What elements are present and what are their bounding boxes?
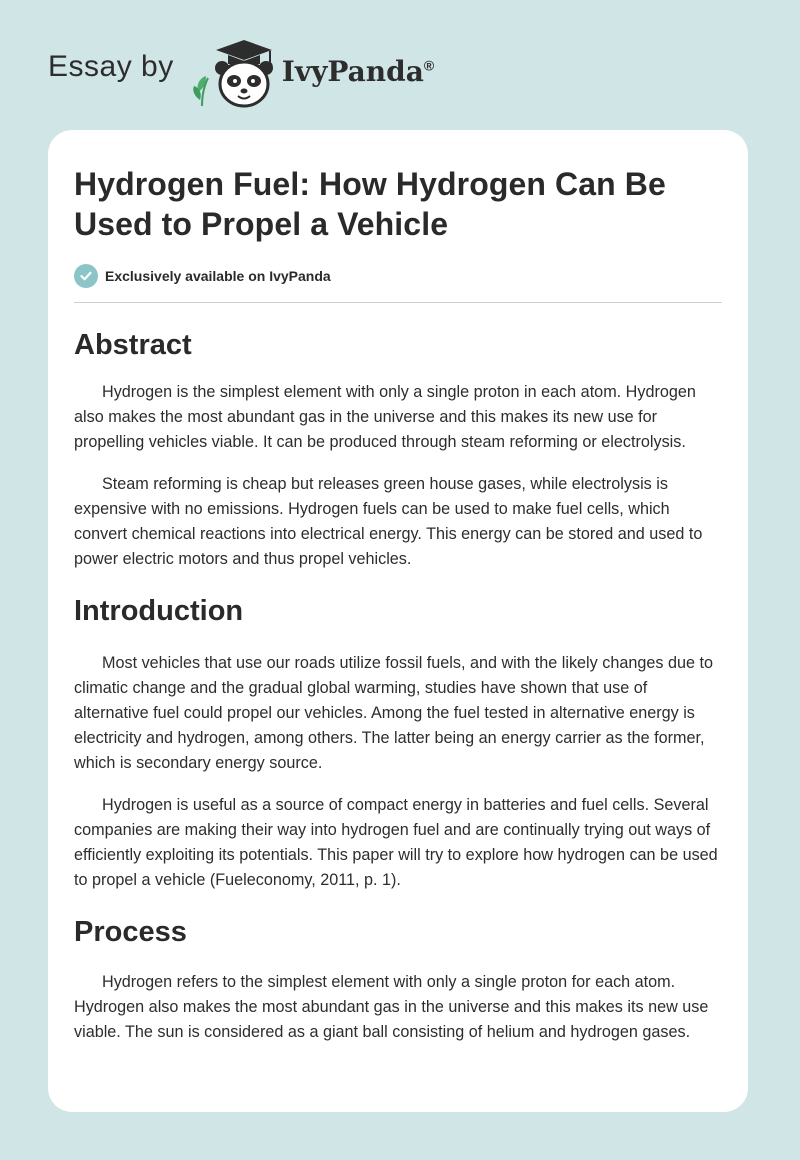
article-title: Hydrogen Fuel: How Hydrogen Can Be Used to Propel a Vehicle: [74, 166, 666, 242]
section-process: [74, 916, 722, 1045]
panda-graduate-icon[interactable]: [188, 34, 280, 110]
section-heading: Abstract: [74, 329, 192, 361]
paragraph: Hydrogen is useful as a source of compact energy in batteries and fuel cells. Several companies are making their way into hydrogen fuel and are continually trying out ways of efficiently exploiting its potentials. This paper will try to explore how hydrogen can be used to propel a vehicle (Fueleconomy, 2011, p. 1).: [74, 796, 718, 889]
section-heading: Introduction: [74, 595, 244, 627]
section-abstract: [74, 329, 722, 572]
title-divider: [74, 302, 722, 303]
essay-by-label: Essay by: [48, 50, 174, 83]
brand-name[interactable]: IvyPanda®: [281, 54, 435, 88]
paragraph: Most vehicles that use our roads utilize fossil fuels, and with the likely changes due to climatic change and the gradual global warming, studies have shown that use of alternative fuel could propel our vehicles. Among the fuel tested in alternative energy is electricity and hydrogen, among others. The latter being an energy carrier as the former, which is secondary energy source.: [74, 654, 713, 772]
check-icon: [74, 264, 98, 288]
registered-mark: ®: [423, 57, 435, 74]
badge-label: Exclusively available on IvyPanda: [105, 268, 331, 284]
paragraph: Hydrogen refers to the simplest element with only a single proton for each atom. Hydrogen also makes the most abundant gas in the universe and this makes its new use viable. The sun is considered as a giant ball consisting of helium and hydrogen gases.: [74, 973, 709, 1041]
paragraph: Steam reforming is cheap but releases green house gases, while electrolysis is expensive with no emissions. Hydrogen fuels can be used to make fuel cells, which convert chemical reactions into electrical energy. This energy can be stored and used to power electric motors and thus propel vehicles.: [74, 475, 703, 568]
section-heading: Process: [74, 916, 187, 948]
exclusive-badge: [74, 264, 722, 288]
section-introduction: [74, 595, 722, 893]
paragraph: Hydrogen is the simplest element with only a single proton in each atom. Hydrogen also makes the most abundant gas in the universe and this makes its new use for propelling vehicles viable. It can be produced through steam reforming or electrolysis.: [74, 383, 696, 451]
site-header: [48, 34, 434, 110]
article-card: [48, 130, 748, 1112]
